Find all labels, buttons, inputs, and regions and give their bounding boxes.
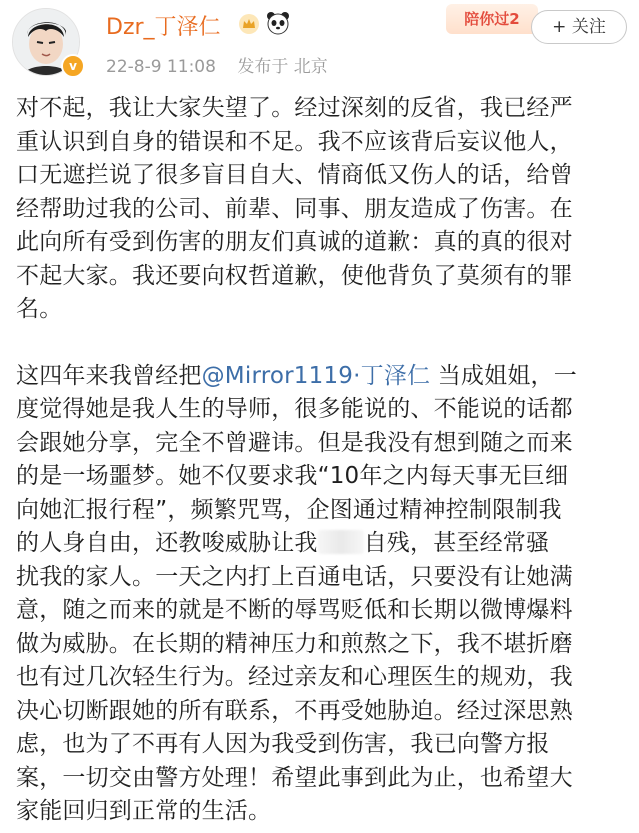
post-paragraph-1: 对不起，我让大家失望了。经过深刻的反省，我已经严 重认识到自身的错误和不足。我不应该背后妄议他人， 口无遮拦说了很多盲目自大、情商低又伤人的话，给曾 经帮助过我的公司、前辈、同事、朋友造成了伤害。在 此向所有受到伤害的朋友们真诚的道歉：真的真的很对 不起大家。我还要向权哲道歉，使他背负了莫须有的罪 名。 <box>16 95 573 322</box>
para2-text-after: 自残，甚至经常骚 扰我的家人。一天之内打上百通电话，只要没有让她满 意，随之而来的就是不断的辱骂贬低和长期以微博爆料 做为威胁。在长期的精神压力和煎熬之下，我不堪折磨 也有过几次轻生行为。经过亲友和心理医生的规劝，我 决心切断跟她的所有联系，不再受她胁迫。经过深思熟 虑，也为了不再有人因为我受到伤害，我已向警方报 案，一切交由警方处理！希望此事到此为止，也希望大 家能回归到正常的生活。 <box>16 530 573 824</box>
follow-button[interactable]: + 关注 <box>531 10 627 44</box>
panda-icon <box>266 11 290 35</box>
para2-text-mid: 当成姐姐，一 度觉得她是我人生的导师，很多能说的、不能说的话都 会跟她分享，完全不曾避讳。但是我没有想到随之而来 的是一场噩梦。她不仅要求我“10年之内每天事无巨细 向她汇报行程”，频繁咒骂，企图通过精神控制限制我 的人身自由，还教唆威胁让我 <box>16 362 577 556</box>
verified-badge-icon: v <box>61 54 85 78</box>
blurred-redaction <box>318 530 364 554</box>
username[interactable]: Dzr_丁泽仁 <box>106 15 221 40</box>
mention-link[interactable]: @Mirror1119·丁泽仁 <box>201 362 431 389</box>
crown-icon <box>238 13 260 35</box>
promo-badge[interactable]: 陪你过2 <box>446 4 538 34</box>
post-header <box>0 0 639 90</box>
paragraph-gap <box>16 327 624 360</box>
post-location: 发布于 北京 <box>237 57 328 77</box>
post-content <box>16 92 624 829</box>
post-meta <box>106 52 344 77</box>
post-paragraph-2 <box>16 360 624 829</box>
post-date: 22-8-9 11:08 <box>106 57 216 77</box>
para2-text-before: 这四年来我曾经把 <box>16 362 202 389</box>
